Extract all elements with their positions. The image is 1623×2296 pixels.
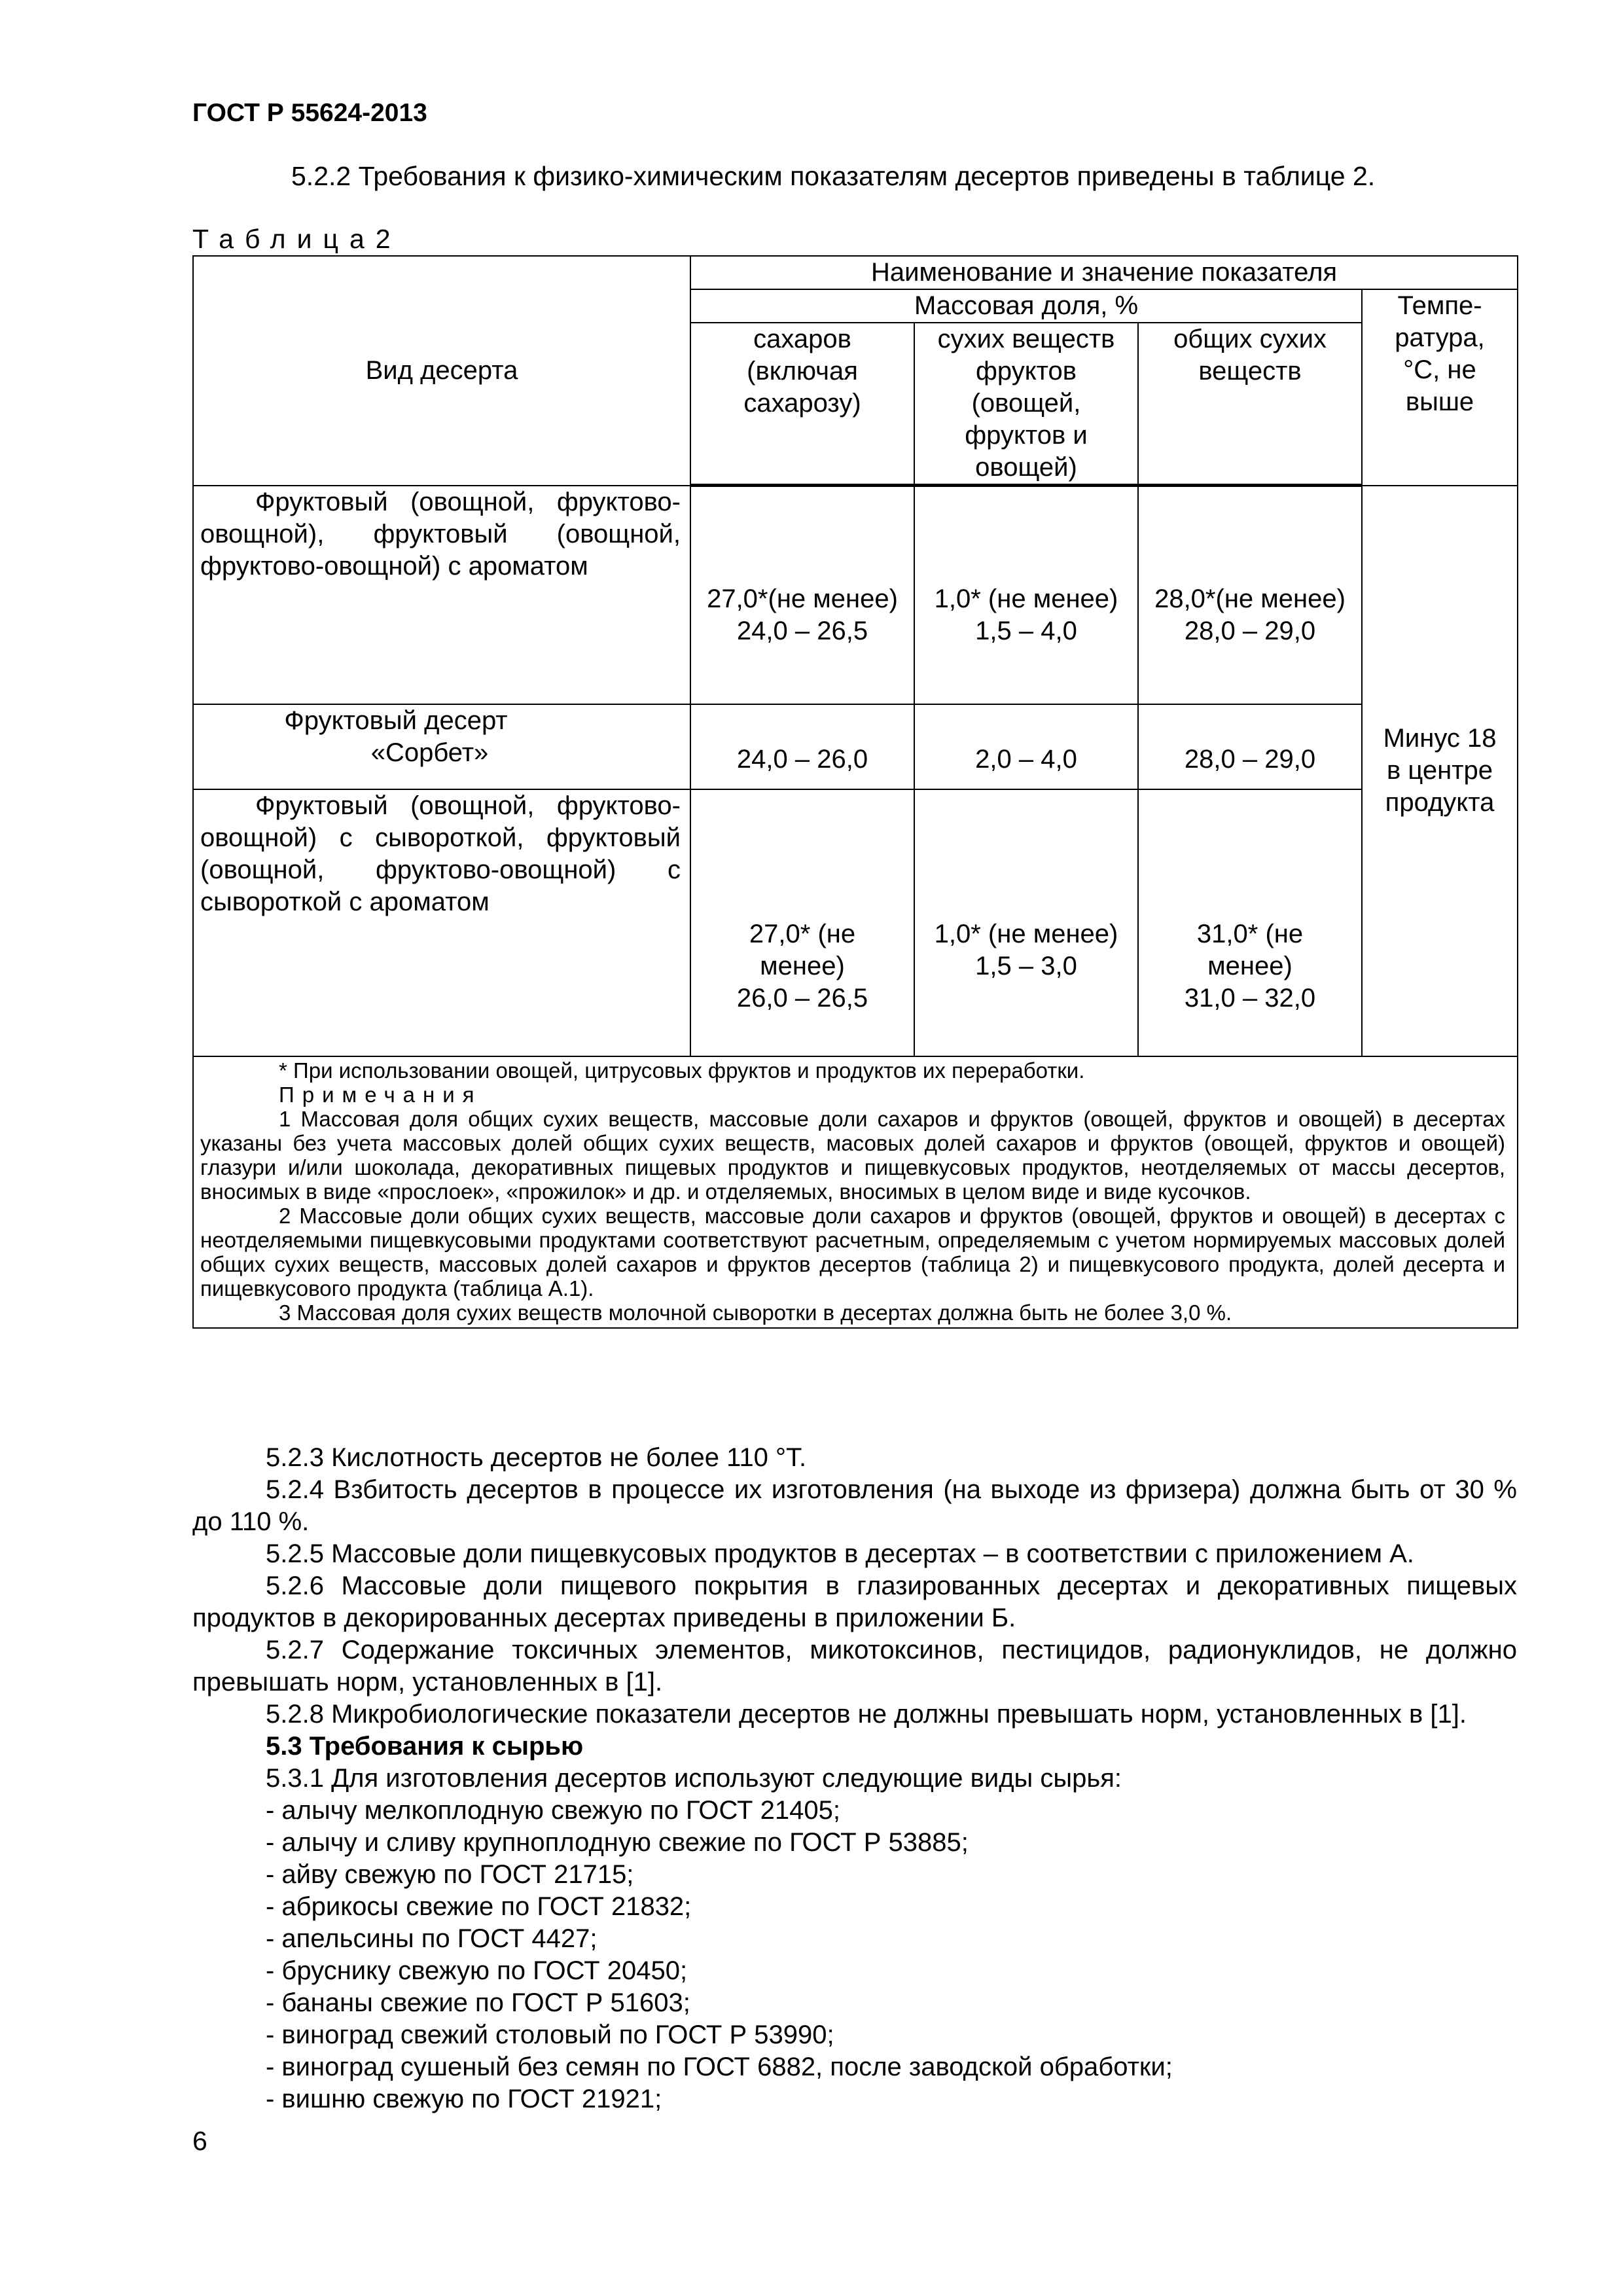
note-item: 2 Массовые доли общих сухих веществ, массовые доли сахаров и фруктов (овощей, фруктов и овощей) в десертах с неотделяемыми пищевкусовыми продуктами соответствуют расчетным, определяемым с учетом нормируемых массовых долей общих сухих веществ, массовых долей сахаров и фруктов десертов (таблица 2) и пищевкусового продукта, долей десерта и пищевкусового продукта (таблица А.1). xyxy=(200,1203,1506,1300)
paragraph: 5.2.8 Микробиологические показатели десертов не должны превышать норм, установленных в [1]. xyxy=(266,1700,1467,1729)
total-cell: 31,0* (не менее) 31,0 – 32,0 xyxy=(1138,789,1362,1056)
total-cell: 28,0 – 29,0 xyxy=(1138,704,1362,789)
header-kind: Вид десерта xyxy=(193,256,690,486)
list-item: - апельсины по ГОСТ 4427; xyxy=(266,1924,597,1953)
list-item: - абрикосы свежие по ГОСТ 21832; xyxy=(266,1892,692,1921)
paragraph: 5.2.7 Содержание токсичных элементов, микотоксинов, пестицидов, радионуклидов, не должно превышать норм, установленных в [1]. xyxy=(192,1636,1517,1696)
paragraph: 5.2.4 Взбитость десертов в процессе их изготовления (на выходе из фризера) должна быть от 30 % до 110 %. xyxy=(192,1475,1517,1536)
list-item: - бананы свежие по ГОСТ Р 51603; xyxy=(266,1988,690,2017)
list-item: - виноград сушеный без семян по ГОСТ 6882, после заводской обработки; xyxy=(266,2053,1173,2081)
list-item: - вишню свежую по ГОСТ 21921; xyxy=(266,2085,662,2113)
fruit-cell: 1,0* (не менее) 1,5 – 3,0 xyxy=(914,789,1138,1056)
list-item: - алычу мелкоплодную свежую по ГОСТ 21405; xyxy=(266,1796,840,1825)
dessert-kind-cell: Фруктовый (овощной, фруктово-овощной), фруктовый (овощной, фруктово-овощной) с ароматом xyxy=(193,486,690,704)
list-item: - бруснику свежую по ГОСТ 20450; xyxy=(266,1956,688,1985)
fruit-cell: 2,0 – 4,0 xyxy=(914,704,1138,789)
table-row xyxy=(193,789,1518,1056)
body-text xyxy=(192,1442,1517,2115)
section-title: 5.3 Требования к сырью xyxy=(266,1732,584,1761)
sugar-cell: 27,0* (не менее) 26,0 – 26,5 xyxy=(690,789,914,1056)
dessert-kind-cell: Фруктовый десерт «Сорбет» xyxy=(193,704,690,789)
intro-paragraph: 5.2.2 Требования к физико-химическим показателям десертов приведены в таблице 2. xyxy=(291,161,1376,191)
header-fruit-solids: сухих веществ фруктов (овощей, фруктов и овощей) xyxy=(914,323,1138,486)
document-header: ГОСТ Р 55624-2013 xyxy=(192,99,427,127)
table-row xyxy=(193,704,1518,789)
note-item: 1 Массовая доля общих сухих веществ, массовые доли сахаров и фруктов (овощей, фруктов и овощей) в десертах указаны без учета массовых долей общих сухих веществ, масовых долей сахаров и фруктов (овощей, фруктов и овощей) глазури и/или шоколада, декоративных пищевых продуктов и пищевкусовых продуктов, неотделяемых от массы десертов, вносимых в виде «прослоек», «прожилок» и др. и отделяемых, вносимых в целом виде и виде кусочков. xyxy=(200,1106,1506,1204)
page-number: 6 xyxy=(192,2126,207,2156)
fruit-cell: 1,0* (не менее) 1,5 – 4,0 xyxy=(914,486,1138,704)
total-cell: 28,0*(не менее) 28,0 – 29,0 xyxy=(1138,486,1362,704)
sugar-cell: 24,0 – 26,0 xyxy=(690,704,914,789)
dessert-requirements-table xyxy=(192,255,1518,1329)
list-item: - виноград свежий столовый по ГОСТ Р 53990; xyxy=(266,2020,834,2049)
table-notes-row xyxy=(193,1056,1518,1328)
list-item: - алычу и сливу крупноплодную свежие по ГОСТ Р 53885; xyxy=(266,1828,969,1857)
notes-title: Примечания xyxy=(279,1082,482,1107)
section-intro: 5.3.1 Для изготовления десертов используют следующие виды сырья: xyxy=(266,1764,1122,1793)
paragraph: 5.2.6 Массовые доли пищевого покрытия в глазированных десертах и декоративных пищевых продуктов в декорированных десертах приведены в приложении Б. xyxy=(192,1571,1517,1632)
table-notes xyxy=(193,1056,1518,1328)
note-item: 3 Массовая доля сухих веществ молочной сыворотки в десертах должна быть не более 3,0 %. xyxy=(279,1300,1232,1325)
temperature-value-cell: Минус 18 в центре продукта xyxy=(1362,486,1518,1056)
header-total-solids: общих сухих веществ xyxy=(1138,323,1362,486)
dessert-kind-cell: Фруктовый (овощной, фруктово-овощной) с сывороткой, фруктовый (овощной, фруктово-овощной) с сывороткой с ароматом xyxy=(193,789,690,1056)
table-row xyxy=(193,486,1518,704)
header-mass-fraction: Массовая доля, % xyxy=(690,289,1362,323)
table-caption: Таблица2 xyxy=(192,224,402,254)
header-sugar: сахаров (включая сахарозу) xyxy=(690,323,914,486)
list-item: - айву свежую по ГОСТ 21715; xyxy=(266,1860,634,1889)
paragraph: 5.2.5 Массовые доли пищевкусовых продуктов в десертах – в соответствии с приложением А. xyxy=(266,1539,1414,1568)
table-footnote: * При использовании овощей, цитрусовых фруктов и продуктов их переработки. xyxy=(279,1058,1085,1083)
header-temperature: Темпе- ратура, °С, не выше xyxy=(1362,289,1518,486)
paragraph: 5.2.3 Кислотность десертов не более 110 °Т. xyxy=(266,1443,807,1472)
header-indicator: Наименование и значение показателя xyxy=(690,256,1518,289)
sugar-cell: 27,0*(не менее) 24,0 – 26,5 xyxy=(690,486,914,704)
